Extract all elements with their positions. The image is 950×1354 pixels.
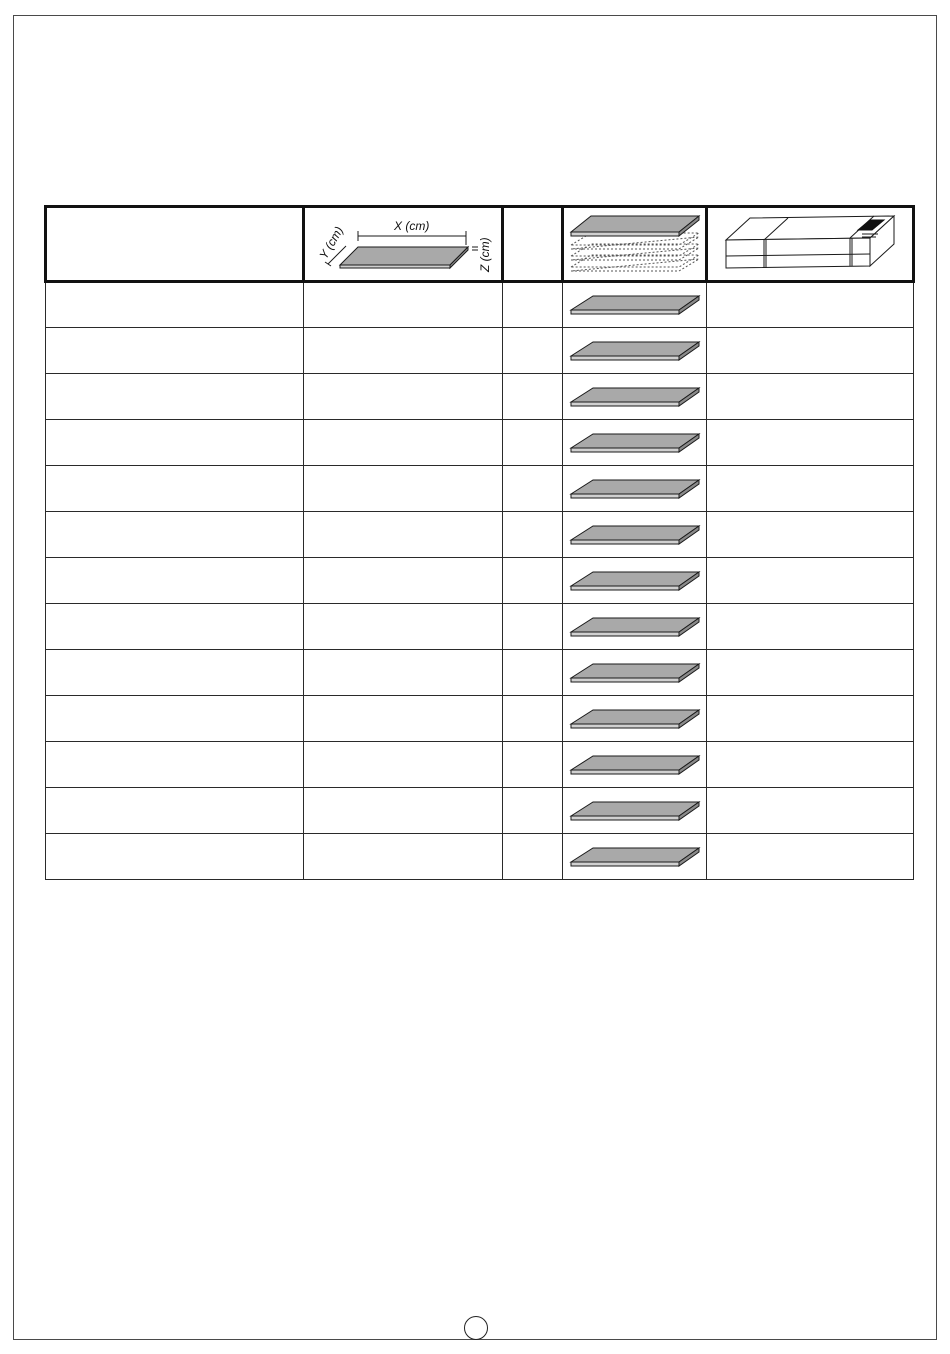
panel-icon: [567, 750, 703, 780]
dimensions-cell: [304, 696, 503, 742]
part-name-cell: [46, 558, 304, 604]
panel-icon: [567, 796, 703, 826]
table-row: [46, 282, 914, 328]
quantity-cell: [503, 834, 563, 880]
dimensions-cell: [304, 834, 503, 880]
panel-image-cell: [563, 650, 707, 696]
part-name-cell: [46, 466, 304, 512]
part-name-cell: [46, 374, 304, 420]
panel-icon: [567, 428, 703, 458]
table-row: [46, 742, 914, 788]
panel-image-cell: [563, 328, 707, 374]
part-name-cell: [46, 742, 304, 788]
table-row: [46, 374, 914, 420]
dimensions-cell: [304, 420, 503, 466]
panel-icon: [567, 704, 703, 734]
panel-icon: [567, 842, 703, 872]
dimensions-cell: [304, 604, 503, 650]
quantity-cell: [503, 282, 563, 328]
dimensions-cell: [304, 282, 503, 328]
dimensions-cell: [304, 466, 503, 512]
dimensions-cell: [304, 328, 503, 374]
part-name-cell: [46, 788, 304, 834]
header-dimensions: [304, 207, 503, 282]
dimensions-cell: [304, 742, 503, 788]
panel-icon: [567, 290, 703, 320]
table-row: [46, 558, 914, 604]
quantity-cell: [503, 466, 563, 512]
part-name-cell: [46, 512, 304, 558]
stacked-panels-icon: [567, 212, 703, 276]
part-name-cell: [46, 282, 304, 328]
quantity-cell: [503, 420, 563, 466]
table-row: [46, 604, 914, 650]
dimension-z-label: Z (cm): [478, 237, 492, 272]
panel-icon: [567, 566, 703, 596]
package-cell: [707, 788, 914, 834]
dimensions-cell: [304, 374, 503, 420]
part-name-cell: [46, 834, 304, 880]
part-name-cell: [46, 650, 304, 696]
panel-image-cell: [563, 742, 707, 788]
quantity-cell: [503, 512, 563, 558]
table-row: [46, 788, 914, 834]
panel-icon: [567, 336, 703, 366]
dimension-y-label: Y (cm): [316, 224, 347, 262]
quantity-cell: [503, 374, 563, 420]
header-package: [707, 207, 914, 282]
package-cell: [707, 512, 914, 558]
panel-icon: [567, 612, 703, 642]
table-header-row: [46, 207, 914, 282]
header-part-name: [46, 207, 304, 282]
part-name-cell: [46, 328, 304, 374]
table-row: [46, 328, 914, 374]
panel-image-cell: [563, 466, 707, 512]
quantity-cell: [503, 696, 563, 742]
dimension-x-label: X (cm): [394, 219, 430, 233]
package-cell: [707, 650, 914, 696]
dimensions-cell: [304, 512, 503, 558]
package-cell: [707, 282, 914, 328]
package-cell: [707, 604, 914, 650]
panel-image-cell: [563, 512, 707, 558]
dimensions-cell: [304, 788, 503, 834]
quantity-cell: [503, 742, 563, 788]
package-cell: [707, 466, 914, 512]
panel-image-cell: [563, 374, 707, 420]
table-row: [46, 512, 914, 558]
table-row: [46, 420, 914, 466]
panel-image-cell: [563, 282, 707, 328]
table-row: [46, 466, 914, 512]
quantity-cell: [503, 604, 563, 650]
header-quantity: [503, 207, 563, 282]
panel-image-cell: [563, 788, 707, 834]
part-name-cell: [46, 696, 304, 742]
quantity-cell: [503, 558, 563, 604]
panel-image-cell: [563, 696, 707, 742]
dimension-diagram-icon: [306, 210, 500, 278]
page-number: [464, 1316, 488, 1340]
panel-icon: [567, 474, 703, 504]
package-cell: [707, 558, 914, 604]
package-cell: [707, 696, 914, 742]
package-cell: [707, 834, 914, 880]
dimensions-cell: [304, 558, 503, 604]
panel-image-cell: [563, 420, 707, 466]
panel-icon: [567, 520, 703, 550]
header-stack: [563, 207, 707, 282]
panel-icon: [567, 658, 703, 688]
quantity-cell: [503, 788, 563, 834]
package-cell: [707, 328, 914, 374]
dimensions-cell: [304, 650, 503, 696]
panel-icon: [567, 382, 703, 412]
table-row: [46, 834, 914, 880]
table-row: [46, 696, 914, 742]
panel-image-cell: [563, 558, 707, 604]
quantity-cell: [503, 328, 563, 374]
panel-image-cell: [563, 834, 707, 880]
panel-image-cell: [563, 604, 707, 650]
part-name-cell: [46, 420, 304, 466]
package-cell: [707, 742, 914, 788]
package-cell: [707, 374, 914, 420]
quantity-cell: [503, 650, 563, 696]
flat-pack-box-icon: [712, 212, 908, 276]
package-cell: [707, 420, 914, 466]
parts-table: [44, 205, 915, 880]
part-name-cell: [46, 604, 304, 650]
table-row: [46, 650, 914, 696]
